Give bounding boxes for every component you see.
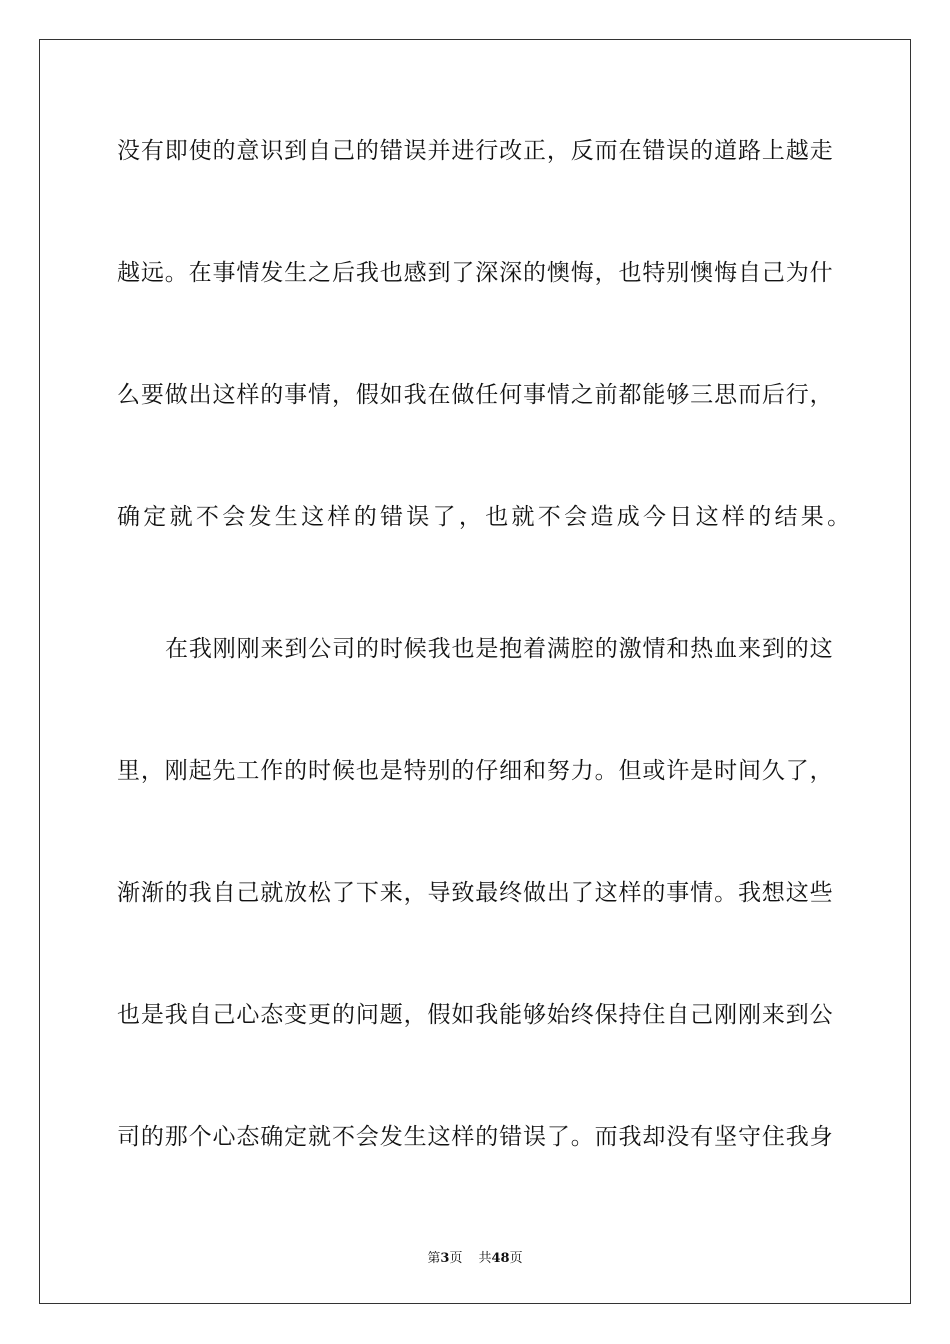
- total-prefix: 共: [478, 1251, 492, 1266]
- page-number: 3: [440, 1251, 450, 1266]
- text-line-5-paragraph-start: 在我刚刚来到公司的时候我也是抱着满腔的激情和热血来到的这: [165, 636, 833, 662]
- page-footer: [0, 1247, 950, 1266]
- page-border: [39, 39, 911, 1304]
- text-line-3: 么要做出这样的事情，假如我在做任何事情之前都能够三思而后行，: [117, 382, 833, 408]
- text-line-7: 渐渐的我自己就放松了下来，导致最终做出了这样的事情。我想这些: [117, 880, 833, 906]
- text-line-6: 里，刚起先工作的时候也是特别的仔细和努力。但或许是时间久了，: [117, 758, 833, 784]
- total-pages: 48: [491, 1251, 510, 1266]
- text-line-1: 没有即使的意识到自己的错误并进行改正，反而在错误的道路上越走: [117, 138, 833, 164]
- text-line-4: 确定就不会发生这样的错误了，也就不会造成今日这样的结果。: [117, 504, 854, 530]
- page-prefix: 第: [427, 1251, 441, 1266]
- text-line-9: 司的那个心态确定就不会发生这样的错误了。而我却没有坚守住我身: [117, 1124, 833, 1150]
- total-suffix: 页: [509, 1251, 523, 1266]
- text-line-2: 越远。在事情发生之后我也感到了深深的懊悔，也特别懊悔自己为什: [117, 260, 833, 286]
- text-line-8: 也是我自己心态变更的问题，假如我能够始终保持住自己刚刚来到公: [117, 1002, 833, 1028]
- page-suffix: 页: [449, 1251, 463, 1266]
